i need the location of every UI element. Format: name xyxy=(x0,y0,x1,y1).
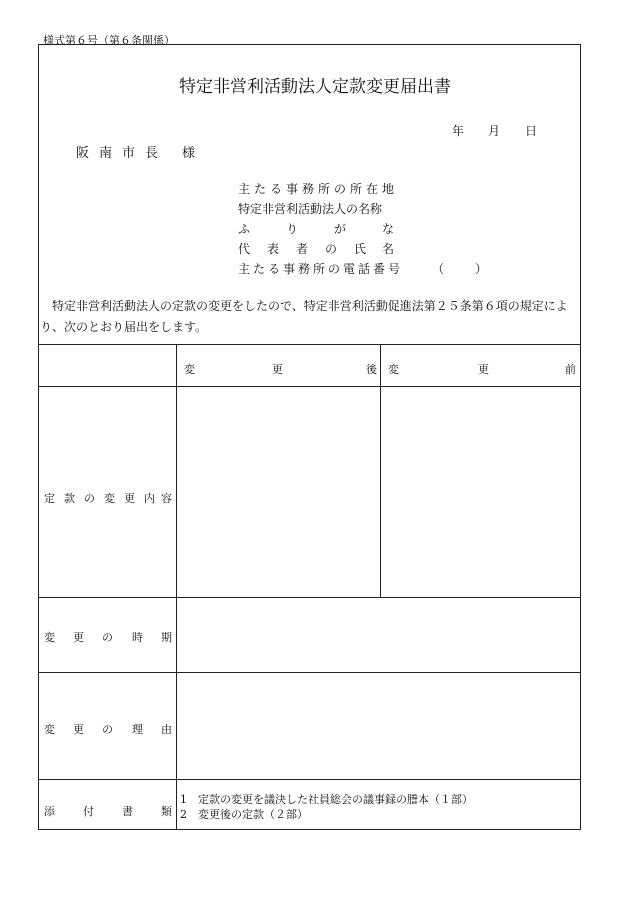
row-label-char: の xyxy=(84,492,95,505)
field-char: た xyxy=(253,262,266,276)
header-char: 更 xyxy=(478,363,489,376)
field-char: 電 xyxy=(343,262,356,276)
field-char: た xyxy=(254,182,267,196)
row-label-char: 類 xyxy=(161,805,172,818)
field-char: る xyxy=(268,262,281,276)
row-label-char: 理 xyxy=(132,723,143,736)
field-char: 代 xyxy=(238,242,251,256)
change-reason-cell[interactable] xyxy=(177,673,580,778)
table-row-line xyxy=(38,779,581,780)
field-char: 務 xyxy=(298,262,311,276)
field-char: 名 xyxy=(382,242,395,256)
form-title: 特定非営利活動法人定款変更届出書 xyxy=(179,77,451,97)
attachment-item: 2 変更後の定款（２部） xyxy=(180,808,308,821)
field-char: 番 xyxy=(373,262,386,276)
field-char: の xyxy=(328,262,341,276)
row-label-char: 時 xyxy=(132,631,143,644)
field-char: 氏 xyxy=(354,242,367,256)
row-label-char: 内 xyxy=(144,492,155,505)
row-label-char: 更 xyxy=(73,723,84,736)
field-char: り xyxy=(286,222,299,236)
field-char: 務 xyxy=(302,182,315,196)
field-char: 主 xyxy=(238,262,251,276)
row-label-char: 更 xyxy=(124,492,135,505)
addressee-char: 市 xyxy=(122,146,136,161)
field-label: 特定非営利活動法人の名称 xyxy=(238,202,383,216)
header-char: 前 xyxy=(565,363,576,376)
addressee-char: 長 xyxy=(145,146,159,161)
row-label-char: 変 xyxy=(104,492,115,505)
row-label-char: の xyxy=(102,723,113,736)
row-label-char: 款 xyxy=(64,492,75,505)
field-char: 所 xyxy=(350,182,363,196)
change-date-cell[interactable] xyxy=(177,598,580,671)
field-char: る xyxy=(270,182,283,196)
declaration-text: 特定非営利活動法人の定款の変更をしたので、特定非営利活動促進法第２５条第６項の規定により、次のとおり届出をします。 xyxy=(40,299,568,334)
row-label-char: 期 xyxy=(161,631,172,644)
field-char: 事 xyxy=(286,182,299,196)
field-char: 所 xyxy=(313,262,326,276)
row-label-char: 付 xyxy=(83,805,94,818)
field-char: 表 xyxy=(267,242,280,256)
row-label-char: 変 xyxy=(44,631,55,644)
table-top-line xyxy=(38,344,581,345)
row-label-char: 添 xyxy=(44,805,55,818)
header-char: 変 xyxy=(388,363,399,376)
field-char: 号 xyxy=(388,262,401,276)
field-char: ふ xyxy=(238,222,251,236)
field-char: 話 xyxy=(358,262,371,276)
row-label-char: 容 xyxy=(161,492,172,505)
addressee-char: 南 xyxy=(99,146,113,161)
phone-paren-close: ） xyxy=(475,262,488,276)
date-year-label: 年 xyxy=(452,124,465,138)
row-label-char: 書 xyxy=(122,805,133,818)
field-char: 者 xyxy=(296,242,309,256)
field-char: な xyxy=(382,222,395,236)
row-label-char: 変 xyxy=(44,723,55,736)
row-label-char: 由 xyxy=(161,723,172,736)
date-day-label: 日 xyxy=(525,124,538,138)
before-change-content-cell[interactable] xyxy=(381,387,580,596)
row-label-char: の xyxy=(102,631,113,644)
phone-paren-open: （ xyxy=(432,262,445,276)
header-char: 更 xyxy=(272,363,283,376)
field-char: 所 xyxy=(318,182,331,196)
field-char: が xyxy=(334,222,347,236)
row-label-char: 更 xyxy=(73,631,84,644)
after-change-content-cell[interactable] xyxy=(177,387,379,596)
form-number: 様式第６号（第６条関係） xyxy=(43,34,175,47)
date-month-label: 月 xyxy=(488,124,501,138)
field-char: の xyxy=(334,182,347,196)
field-char: 在 xyxy=(366,182,379,196)
field-char: 地 xyxy=(382,182,395,196)
attachment-item: 1 定款の変更を議決した社員総会の議事録の謄本（１部） xyxy=(180,793,473,806)
header-char: 後 xyxy=(366,363,377,376)
addressee-honorific: 様 xyxy=(182,146,196,161)
addressee-char: 阪 xyxy=(76,146,90,161)
field-char: 事 xyxy=(283,262,296,276)
header-char: 変 xyxy=(184,363,195,376)
row-label-char: 定 xyxy=(44,492,55,505)
field-char: 主 xyxy=(238,182,251,196)
field-char: の xyxy=(325,242,338,256)
